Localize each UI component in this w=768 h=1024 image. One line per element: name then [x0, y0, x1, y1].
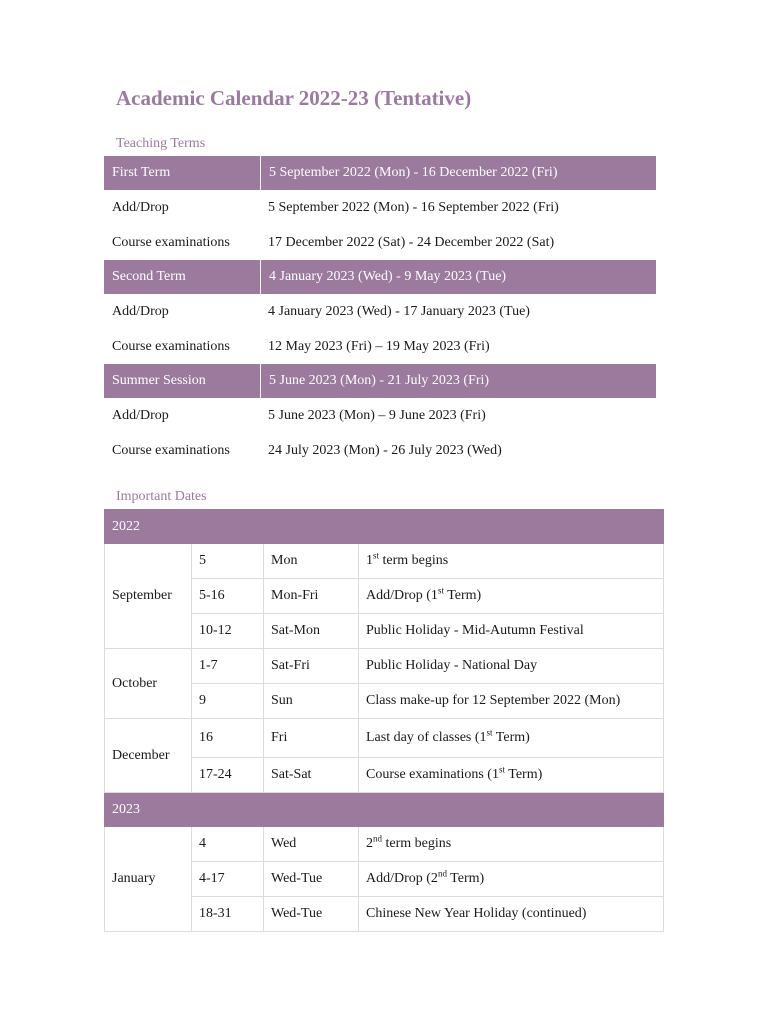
- term-name: Summer Session: [112, 373, 206, 388]
- event-text: Course examinations (1: [366, 767, 499, 782]
- day-cell: Sat-Sat: [264, 758, 359, 793]
- day-cell: Sun: [264, 684, 359, 719]
- date-cell: 17-24: [192, 758, 264, 793]
- date-cell: 4-17: [192, 862, 264, 897]
- date-cell: 9: [192, 684, 264, 719]
- add-drop-label: Add/Drop: [112, 303, 169, 319]
- add-drop-dates: 4 January 2023 (Wed) - 17 January 2023 (Tue): [268, 303, 530, 319]
- event-text: Chinese New Year Holiday (continued): [366, 906, 587, 921]
- event-text: Public Holiday - National Day: [366, 658, 538, 673]
- date-cell: 5-16: [192, 579, 264, 614]
- event-ordinal: nd: [437, 868, 447, 879]
- event-text-rest: term begins: [382, 836, 452, 851]
- event-text: 1: [366, 553, 373, 568]
- date-cell: 10-12: [192, 614, 264, 649]
- exam-dates: 24 July 2023 (Mon) - 26 July 2023 (Wed): [268, 442, 502, 458]
- event-cell: [359, 719, 664, 758]
- month-cell: December: [105, 719, 192, 793]
- add-drop-dates: 5 June 2023 (Mon) – 9 June 2023 (Fri): [268, 407, 486, 423]
- add-drop-dates: 5 September 2022 (Mon) - 16 September 2022 (Fri): [268, 199, 559, 215]
- page-title: Academic Calendar 2022-23 (Tentative): [116, 86, 472, 110]
- teaching-terms-label: Teaching Terms: [116, 136, 206, 151]
- table-row: [105, 719, 664, 758]
- event-ordinal: nd: [373, 833, 382, 844]
- term-dates: 5 June 2023 (Mon) - 21 July 2023 (Fri): [260, 364, 656, 398]
- day-cell: Sat-Fri: [264, 649, 359, 684]
- month-cell: January: [105, 827, 192, 932]
- term-detail-row: [104, 294, 656, 329]
- table-row: [105, 827, 664, 862]
- important-dates-table: [104, 509, 664, 932]
- day-cell: Wed-Tue: [264, 862, 359, 897]
- event-text-rest: Term): [443, 588, 482, 603]
- year-label: 2022: [105, 510, 664, 544]
- term-detail-row: [104, 190, 656, 225]
- event-text: Last day of classes (1: [366, 730, 487, 745]
- event-cell: [359, 827, 664, 862]
- term-dates: 4 January 2023 (Wed) - 9 May 2023 (Tue): [260, 260, 656, 294]
- term-name: Second Term: [112, 269, 186, 284]
- event-cell: [359, 649, 664, 684]
- date-cell: 1-7: [192, 649, 264, 684]
- event-cell: [359, 579, 664, 614]
- day-cell: Wed-Tue: [264, 897, 359, 932]
- exam-label: Course examinations: [112, 234, 230, 250]
- event-cell: [359, 544, 664, 579]
- date-cell: 5: [192, 544, 264, 579]
- event-text: Public Holiday - Mid-Autumn Festival: [366, 623, 584, 638]
- event-text-rest: Term): [446, 871, 485, 886]
- day-cell: Mon-Fri: [264, 579, 359, 614]
- term-detail-row: [104, 398, 656, 433]
- add-drop-label: Add/Drop: [112, 407, 169, 423]
- term-header-row: [104, 364, 656, 398]
- important-dates-label: Important Dates: [116, 489, 207, 504]
- day-cell: Sat-Mon: [264, 614, 359, 649]
- date-cell: 16: [192, 719, 264, 758]
- event-text-rest: term begins: [379, 553, 449, 568]
- table-row: [105, 649, 664, 684]
- term-detail-row: [104, 329, 656, 364]
- add-drop-label: Add/Drop: [112, 199, 169, 215]
- term-header-row: [104, 260, 656, 294]
- event-ordinal: st: [498, 764, 505, 775]
- exam-label: Course examinations: [112, 338, 230, 354]
- year-label: 2023: [105, 793, 664, 827]
- month-cell: October: [105, 649, 192, 719]
- event-cell: [359, 862, 664, 897]
- event-cell: [359, 684, 664, 719]
- date-cell: 4: [192, 827, 264, 862]
- event-text: Add/Drop (1: [366, 588, 438, 603]
- day-cell: Fri: [264, 719, 359, 758]
- event-cell: [359, 897, 664, 932]
- term-detail-row: [104, 225, 656, 260]
- event-ordinal: st: [373, 550, 380, 561]
- table-row: [105, 544, 664, 579]
- event-text-rest: Term): [505, 767, 543, 782]
- day-cell: Wed: [264, 827, 359, 862]
- date-cell: 18-31: [192, 897, 264, 932]
- term-name: First Term: [112, 165, 171, 180]
- term-detail-row: [104, 433, 656, 468]
- event-ordinal: st: [437, 585, 444, 596]
- event-cell: [359, 758, 664, 793]
- event-text: Add/Drop (2: [366, 871, 438, 886]
- exam-dates: 17 December 2022 (Sat) - 24 December 2022 (Sat): [268, 234, 555, 250]
- month-cell: September: [105, 544, 192, 649]
- event-text: 2: [366, 836, 373, 851]
- event-ordinal: st: [486, 727, 493, 738]
- day-cell: Mon: [264, 544, 359, 579]
- exam-dates: 12 May 2023 (Fri) – 19 May 2023 (Fri): [268, 338, 490, 354]
- event-text-rest: Term): [492, 730, 530, 745]
- year-row: [105, 510, 664, 544]
- event-cell: [359, 614, 664, 649]
- event-text: Class make-up for 12 September 2022 (Mon): [366, 693, 621, 708]
- term-dates: 5 September 2022 (Mon) - 16 December 2022 (Fri): [260, 156, 656, 190]
- year-row: [105, 793, 664, 827]
- term-header-row: [104, 156, 656, 190]
- exam-label: Course examinations: [112, 442, 230, 458]
- teaching-terms-table: [104, 156, 656, 468]
